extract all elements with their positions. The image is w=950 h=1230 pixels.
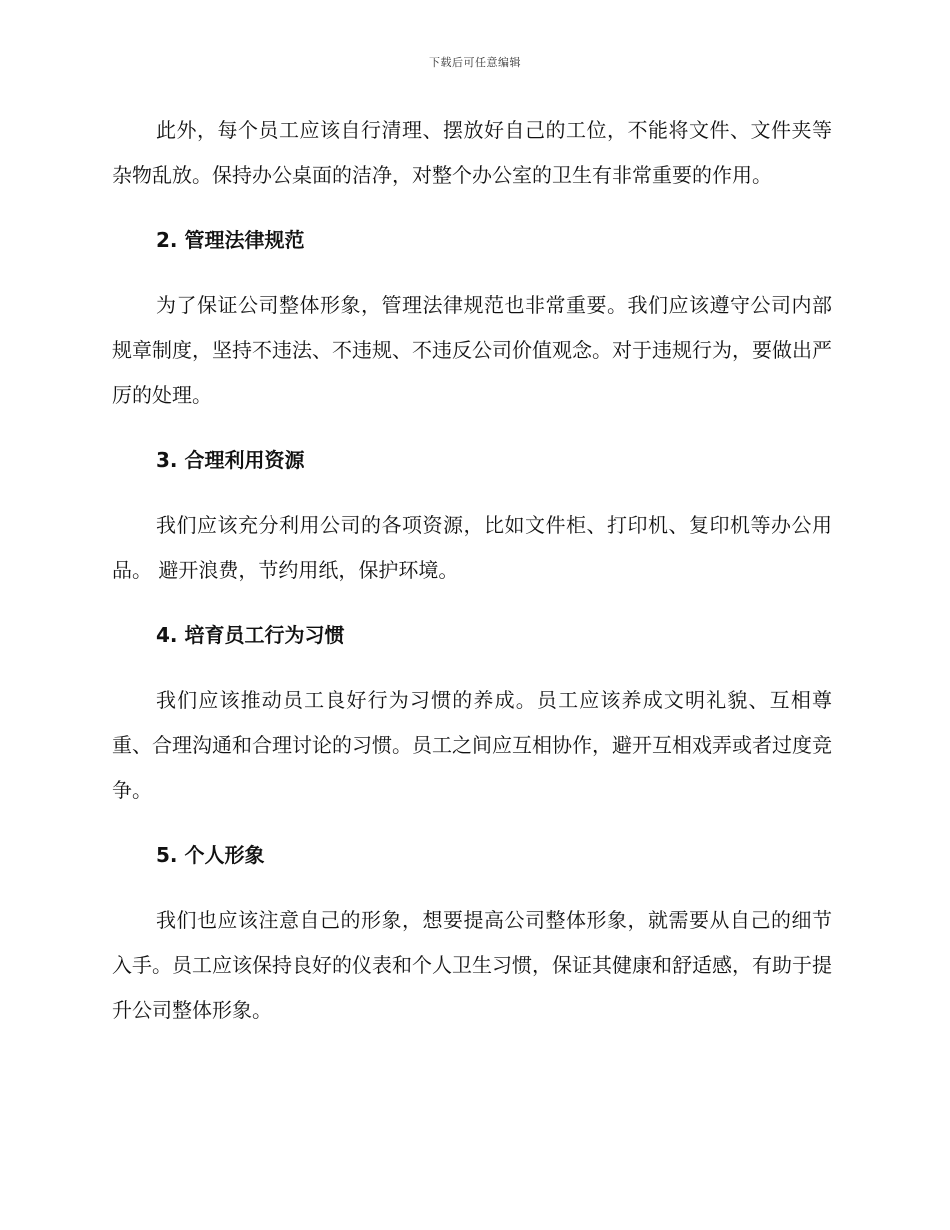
page-header: 下载后可任意编辑 — [429, 56, 521, 69]
paragraph-personal-image: 我们也应该注意自己的形象，想要提高公司整体形象，就需要从自己的细节入手。员工应该保持良好的仪表和个人卫生习惯，保证其健康和舒适感，有助于提升公司整体形象。 — [112, 908, 832, 1022]
section-heading-resources: 3. 合理利用资源 — [156, 448, 305, 472]
paragraph-legal-norms: 为了保证公司整体形象，管理法律规范也非常重要。我们应该遵守公司内部规章制度，坚持不违法、不违规、不违反公司价值观念。对于违规行为，要做出严厉的处理。 — [112, 293, 832, 407]
paragraph-workspace-cleanliness: 此外，每个员工应该自行清理、摆放好自己的工位，不能将文件、文件夹等杂物乱放。保持办公桌面的洁净，对整个办公室的卫生有非常重要的作用。 — [112, 118, 832, 187]
section-heading-legal-norms: 2. 管理法律规范 — [156, 228, 305, 252]
document-body — [112, 108, 832, 1053]
section-heading-personal-image: 5. 个人形象 — [156, 843, 265, 867]
section-heading-behavior-habits: 4. 培育员工行为习惯 — [156, 623, 345, 647]
paragraph-behavior-habits: 我们应该推动员工良好行为习惯的养成。员工应该养成文明礼貌、互相尊重、合理沟通和合理讨论的习惯。员工之间应互相协作，避开互相戏弄或者过度竞争。 — [112, 688, 832, 802]
paragraph-resources: 我们应该充分利用公司的各项资源，比如文件柜、打印机、复印机等办公用品。 避开浪费，节约用纸，保护环境。 — [112, 513, 832, 582]
